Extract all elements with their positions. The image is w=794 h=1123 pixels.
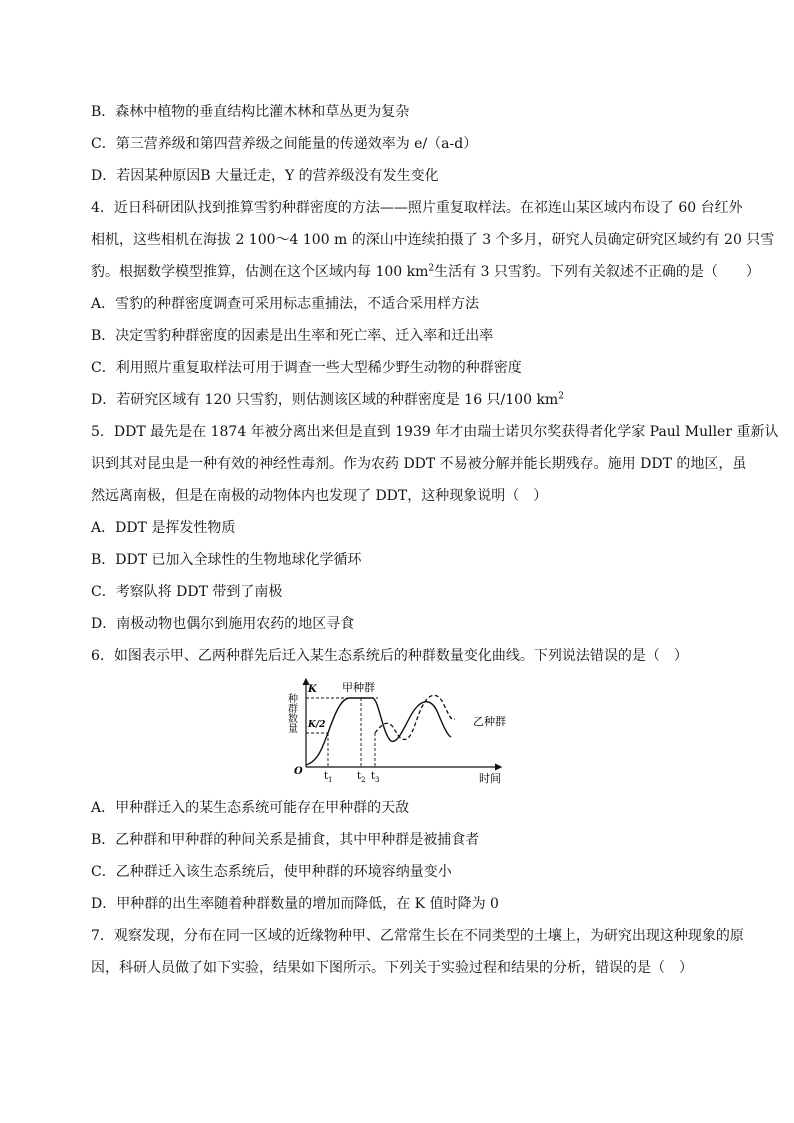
q5-option-c: C．考察队将 DDT 带到了南极 [91, 584, 283, 600]
q4-option-a: A．雪豹的种群密度调查可采用标志重捕法，不适合采用样方法 [91, 296, 480, 312]
q6-stem-line1: 6．如图表示甲、乙两种群先后迁入某生态系统后的种群数量变化曲线。下列说法错误的是（ ） [91, 648, 688, 664]
q7-stem-line1: 7．观察发现，分布在同一区域的近缘物种甲、乙常常生长在不同类型的土壤上，为研究出现这种现象的原 [91, 928, 744, 944]
q3-option-b: B．森林中植物的垂直结构比灌木林和草丛更为复杂 [91, 104, 410, 120]
q5-stem-line3: 然远离南极，但是在南极的动物体内也发现了 DDT，这种现象说明（ ） [91, 488, 548, 504]
y-axis-label [286, 692, 298, 733]
origin-label: O [294, 766, 303, 777]
t2-label: $t_2$ [357, 771, 366, 784]
q7-stem-line2: 因，科研人员做了如下实验，结果如下图所示。下列关于实验过程和结果的分析，错误的是（ ） [91, 960, 693, 976]
q3-option-c: C．第三营养级和第四营养级之间能量的传递效率为 e/（a-d） [91, 136, 478, 152]
q5-option-b: B．DDT 已加入全球性的生物地球化学循环 [91, 552, 362, 568]
q3-option-d: D．若因某种原因B 大量迁走，Y 的营养级没有发生变化 [91, 168, 439, 184]
x-axis-label: 时间 [479, 772, 501, 785]
q4-stem-line2: 相机，这些相机在海拔 2 100～4 100 m 的深山中连续拍摄了 3 个多月，研究人员确定研究区域约有 20 只雪 [91, 232, 775, 248]
series-yi-label: 乙种群 [473, 715, 506, 728]
svg-text:种群数量: 种群数量 [285, 693, 297, 733]
series-yi-curve [375, 695, 455, 739]
q5-option-d: D．南极动物也偶尔到施用农药的地区寻食 [91, 616, 355, 632]
q4-option-b: B．决定雪豹种群密度的因素是出生率和死亡率、迁入率和迁出率 [91, 328, 494, 344]
q6-option-a: A．甲种群迁入的某生态系统可能存在甲种群的天敌 [91, 800, 410, 816]
q4-stem-line3: 豹。根据数学模型推算，估测在这个区域内每 100 $km^2$生活有 3 只雪豹。下列有关叙述不正确的是（ ） [91, 263, 760, 280]
q5-stem-line2: 识到其对昆虫是一种有效的神经性毒剂。作为农药 DDT 不易被分解并能长期残存。施用 DDT 的地区，虽 [91, 456, 747, 472]
q5-stem-line1: 5．DDT 最先是在 1874 年被分离出来但是直到 1939 年才由瑞士诺贝尔奖获得者化学家 Paul Muller 重新认 [91, 424, 779, 440]
k-label: K [308, 684, 317, 695]
k2-label: K/2 [308, 720, 326, 730]
t3-label: $t_3$ [371, 771, 380, 784]
q4-option-d: D．若研究区域有 120 只雪豹，则估测该区域的种群密度是 16 只/100 $km^2$ [91, 391, 564, 408]
q6-option-c: C．乙种群迁入该生态系统后，使甲种群的环境容纳量变小 [91, 864, 452, 880]
q4-stem-line1: 4．近日科研团队找到推算雪豹种群密度的方法——照片重复取样法。在祁连山某区域内布设了 60 台红外 [91, 200, 743, 216]
series-jia-label: 甲种群 [342, 681, 375, 694]
q4-option-c: C．利用照片重复取样法可用于调查一些大型稀少野生动物的种群密度 [91, 360, 522, 376]
q6-option-b: B．乙种群和甲种群的种间关系是捕食，其中甲种群是被捕食者 [91, 832, 480, 848]
population-curve-figure [283, 675, 523, 787]
q6-option-d: D．甲种群的出生率随着种群数量的增加而降低，在 K 值时降为 0 [91, 896, 499, 912]
t1-label: $t_1$ [324, 771, 333, 784]
q5-option-a: A．DDT 是挥发性物质 [91, 520, 236, 536]
